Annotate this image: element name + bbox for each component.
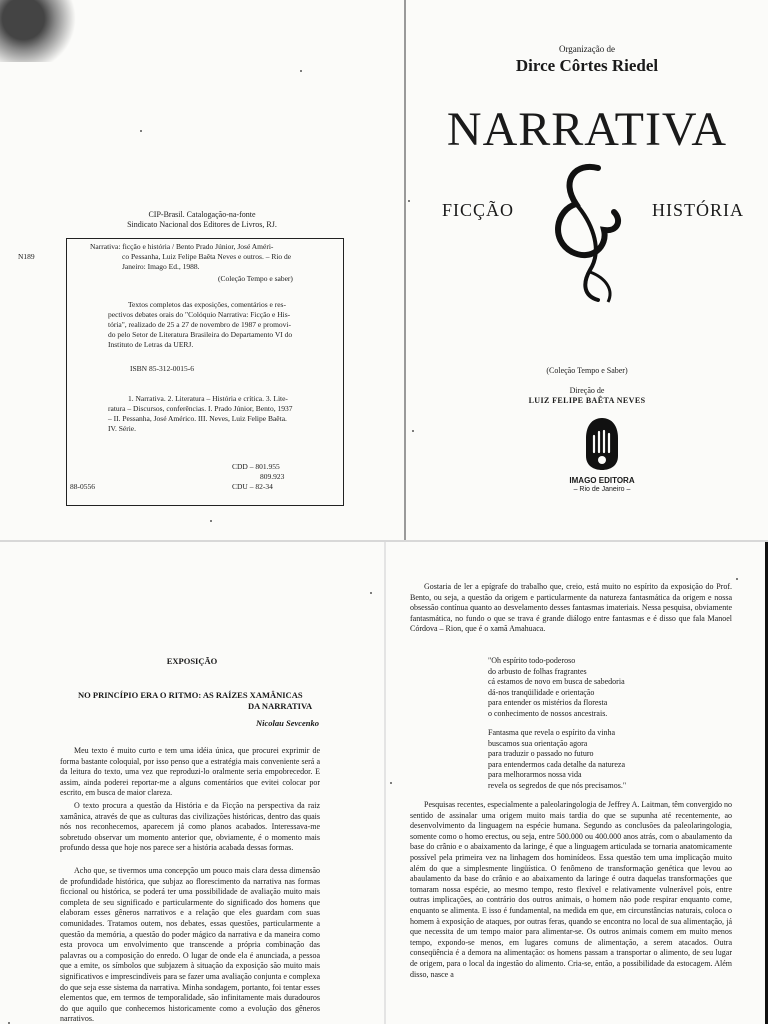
cip-subtitle: Sindicato Nacional dos Editores de Livros, RJ. [127, 220, 277, 229]
series-label: (Coleção Tempo e Saber) [546, 366, 628, 375]
chapter-author: Nicolau Sevcenko [256, 718, 320, 728]
publisher-name: IMAGO EDITORA [569, 476, 635, 485]
paragraph: Meu texto é muito curto e tem uma idéia única, que procurei exprimir de forma bastante coloquial, por isso penso que a estratégia mais conveniente será a da leitura do texto, uma vez que reproduzi-lo oralmente seria empobrecedor. E assim, ainda poderei reportar-me a alguns comentários que evitei colocar por escrito, em busca de maior clareza. [60, 746, 320, 798]
cip-entry: Narrativa: ficção e história / Bento Prado Júnior, José Améri- co Pessanha, Luiz Felipe Baêta Neves e outros. – Rio de Janeiro: Imago Ed., 1988. [90, 242, 292, 271]
cip-isbn: ISBN 85-312-0015-6 [130, 364, 194, 373]
speck [390, 782, 392, 784]
intro-paragraph: Gostaria de ler a epígrafe do trabalho que, creio, está muito no espírito da exposição do Prof. Bento, ou seja, a questão da origem e particularmente da natureza fantasmática da origem e nossa obsessão contínua quanto ao desvelamento desses fantasmas imateriais. Nessa pesquisa, obviamente fantasmática, no fundo o que se trava é grande diálogo entre fantasmas e é disso que fala Manoel Córdova – Rion, que é o xamã Amahuaca. [410, 582, 732, 634]
cip-title: CIP-Brasil. Catalogação-na-fonte [148, 210, 256, 219]
epigraph-stanza-1: "Oh espírito todo-poderoso do arbusto de folhas fragrantes cá estamos de novo em busca de sabedoria dá-nos tranqüilidade e orientação para entender os mistérios da floresta o conhecimento de nossos ancestrais. [488, 656, 625, 718]
cip-box [66, 238, 344, 506]
cip-description: Textos completos das exposições, comentários e res- pectivos debates orais do "Colóquio Narrativa: Ficção e His- tória", realizado de 25 a 27 de novembro de 1987 e promovi- do pelo Setor de Literatura Brasileira do Departamento VI do Instituto de Letras da UERJ. [108, 300, 293, 349]
cip-number: 88-0556 [70, 482, 95, 491]
page-exposicao [0, 542, 384, 1024]
publisher-city: – Rio de Janeiro – [573, 486, 631, 493]
section-heading: EXPOSIÇÃO [166, 656, 218, 666]
speck [210, 520, 212, 522]
word-ficcao: FICÇÃO [442, 200, 515, 220]
page-title-page [406, 0, 768, 540]
cip-cdd: CDD – 801.955 [232, 462, 280, 471]
speck [408, 200, 410, 202]
paragraph: Acho que, se tivermos uma concepção um pouco mais clara dessa dimensão de profundidade histórica, que subjaz ao florescimento da narrativa nas formas ficcional ou histórica, se poderá ter uma possibilidade de avaliação muito mais completa de seu significado e particularmente do significado dos homens que elaboram esses gêneros narrativos e a relação que eles guardam com suas comunidades. Tratamos outem, nos debates, essas questões, particularmente a questão da memória, a questão do poder mágico da narrativa e da maneira como esta provoca um envolvimento que transcende a própria combinação das palavras ou a composição do enredo. O lugar de onde ela é anunciada, a pessoa que a emite, os símbolos que subjazem à situação da exposição são muito mais significativos e imprescindíveis para se fazer uma avaliação conjunta e complexa do que seja esse sistema da narrativa. Minha sondagem, portanto, foi tentar esses elementos que, em termos de temporalidade, são infinitamente mais duradouros do que aquilo que conhecemos historicamente como a evolução dos gêneros narrativos. [60, 866, 320, 1024]
page-epigraph [386, 542, 768, 1024]
cip-subjects: 1. Narrativa. 2. Literatura – História e crítica. 3. Lite- ratura – Discursos, conferências. I. Prado Júnior, Bento, 1937 – II. Pessanha, José Américo. III. Neves, Luiz Felipe Baêta. IV. Série. [108, 394, 293, 433]
speck [412, 430, 414, 432]
scan-smudge [0, 0, 78, 62]
book-author: Dirce Côrtes Riedel [515, 56, 659, 75]
speck [736, 578, 738, 580]
director-name: LUIZ FELIPE BAÊTA NEVES [528, 396, 646, 405]
gutter-divider [384, 542, 386, 1024]
speck [300, 70, 302, 72]
book-title: NARRATIVA [446, 103, 728, 156]
cip-cdd2: 809.923 [260, 472, 285, 481]
chapter-title-line1: NO PRINCÍPIO ERA O RITMO: AS RAÍZES XAMÂNICAS [78, 690, 303, 700]
cip-series: (Coleção Tempo e saber) [218, 274, 293, 283]
ampersand-logo [546, 160, 626, 310]
body-paragraph: Pesquisas recentes, especialmente a paleolaringologia de Jeffrey A. Laitman, têm convergido no sentido de assinalar uma origem muito mais tardia do que se supunha até recentemente, ao desenvolvimento da linguagem na espécie humana. Segundo as conclusões da paleolaringologia, somente como o homo erectus, ou seja, entre 500.000 ou 400.000 anos atrás, com o abaulamento da base do crânio e o abaixamento da laringe, é que a linguagem articulada se tornaria anatomicamente possível pela primeira vez na linhagem dos hominídeos. Essa questão tem uma implicação muito além do que a simplesmente lingüística. O fenômeno de transformação genética que levou ao abaulamento da base do crânio e ao abaixamento da laringe é outra daquelas transformações que tornaram nossa espécie, ao mesmo tempo, resto flexível e relativamente vulnerável pois, entre outras implicações, ao contrário dos outros animais, o homem não pode respirar enquanto come, enquanto se alimenta. E isso é fundamental, na medida em que, em circunstâncias naturais, coloca o homem à exposição de ataques, por outras feras, quando se encontra no local de sua alimentação, já que necessita de um tempo maior para alimentar-se. Os outros animais comem em muito menos tempo, expondo-se menos, em lugares comuns de alimentação, a serem atacados. Outra conseqüência é a demora na alimentação: os homens passam a transportar o alimento, de seu lugar de origem, para o local da ingestão do alimento. Cria-se, então, a possibilidade da estocagem. Além disso, nasce a [410, 800, 732, 979]
cip-cdu: CDU – 82-34 [232, 482, 273, 491]
epigraph-stanza-2: Fantasma que revela o espírito da vinha buscamos sua orientação agora para traduzir o passado no futuro para entendermos cada detalhe da natureza para melhorarmos nossa vida revela os segredos de que nós precisamos." [488, 728, 627, 790]
organization-label: Organização de [558, 44, 616, 54]
speck [370, 592, 372, 594]
word-historia: HISTÓRIA [652, 200, 744, 220]
hand-logo-icon [582, 416, 622, 472]
direction-label: Direção de [569, 386, 605, 395]
speck [140, 130, 142, 132]
chapter-title-line2: DA NARRATIVA [248, 701, 313, 711]
cip-code: N189 [18, 252, 35, 261]
paragraph: O texto procura a questão da História e da Ficção na perspectiva da raiz xamânica, através de que as culturas das civilizações históricas, dentro das quais nós nos reconhecemos, aparecem já como planos acabados. Interessava-me sobretudo observar um momento anterior que, obviamente, é o momento mais profundo dessa que hoje nos parece ser a história acabada dessas formas. [60, 801, 320, 853]
gutter-divider [404, 0, 406, 540]
page-cip-catalog [0, 0, 404, 540]
